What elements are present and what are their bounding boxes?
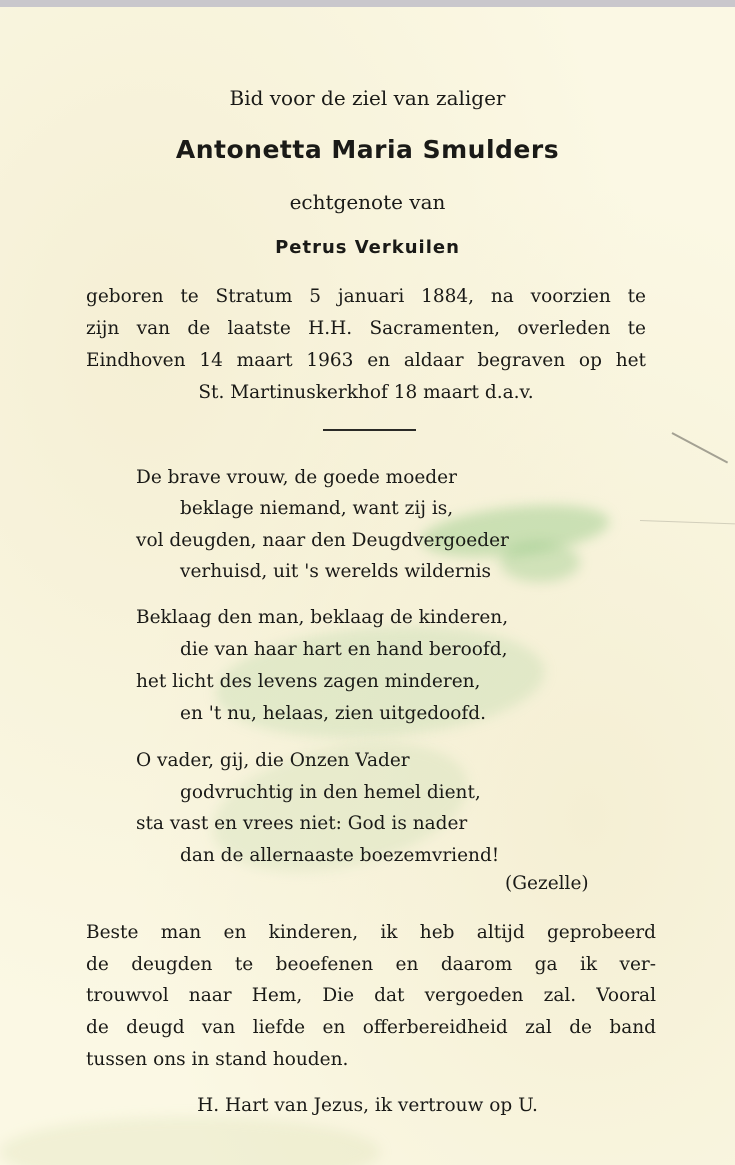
poem-attribution: (Gezelle) [505, 873, 589, 894]
poem-line: vol deugden, naar den Deugdvergoeder [136, 530, 509, 551]
bio-line: geboren te Stratum 5 januari 1884, na voorzien te [86, 286, 646, 307]
paper-stain [0, 1117, 380, 1165]
window-top-strip [0, 0, 735, 7]
bio-line: zijn van de laatste H.H. Sacramenten, overleden te [86, 318, 646, 339]
poem-line: O vader, gij, die Onzen Vader [136, 750, 410, 771]
poem-line: en 't nu, helaas, zien uitgedoofd. [180, 703, 486, 724]
poem-line: beklage niemand, want zij is, [180, 498, 454, 519]
poem-line: dan de allernaaste boezemvriend! [180, 845, 500, 866]
message-line: trouwvol naar Hem, Die dat vergoeden zal. Vooral [86, 985, 656, 1006]
poem-line: die van haar hart en hand beroofd, [180, 639, 508, 660]
closing-invocation: H. Hart van Jezus, ik vertrouw op U. [197, 1095, 538, 1116]
poem-line: Beklaag den man, beklaag de kinderen, [136, 607, 509, 628]
poem-line: sta vast en vrees niet: God is nader [136, 813, 468, 834]
poem-line: het licht des levens zagen minderen, [136, 671, 481, 692]
card-intro: Bid voor de ziel van zaliger [229, 86, 506, 110]
paper-crack [672, 432, 729, 463]
green-stain [500, 542, 580, 582]
paper-crack [640, 520, 735, 524]
poem-line: godvruchtig in den hemel dient, [180, 782, 481, 803]
spouse-label: echtgenote van [289, 190, 446, 214]
message-line: de deugd van liefde en offerbereidheid zal de band [86, 1017, 656, 1038]
deceased-name: Antonetta Maria Smulders [175, 135, 560, 164]
green-stain [200, 721, 479, 892]
message-line: tussen ons in stand houden. [86, 1049, 349, 1070]
bio-line: Eindhoven 14 maart 1963 en aldaar begraven op het [86, 350, 646, 371]
section-divider [323, 429, 416, 431]
message-line: Beste man en kinderen, ik heb altijd geprobeerd [86, 922, 656, 943]
spouse-name: Petrus Verkuilen [275, 237, 460, 258]
poem-line: De brave vrouw, de goede moeder [136, 467, 457, 488]
poem-line: verhuisd, uit 's werelds wildernis [180, 561, 492, 582]
message-line: de deugden te beoefenen en daarom ga ik ver- [86, 954, 656, 975]
bio-line: St. Martinuskerkhof 18 maart d.a.v. [198, 382, 534, 403]
